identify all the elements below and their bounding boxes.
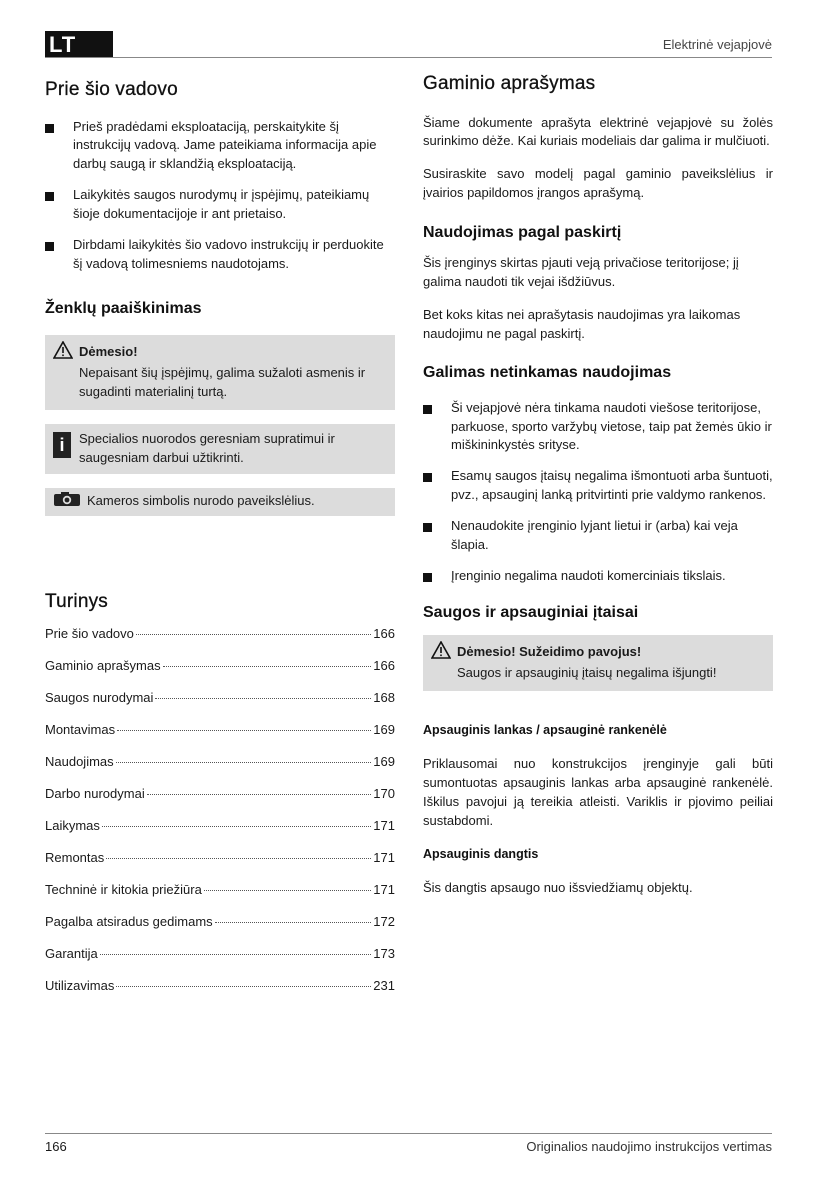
language-badge: LT xyxy=(45,31,113,58)
symbols-heading: Ženklų paaiškinimas xyxy=(45,300,202,318)
bullet-icon xyxy=(423,573,432,582)
toc-heading: Turinys xyxy=(45,590,108,612)
toc-entry[interactable]: Naudojimas 169 xyxy=(45,754,395,770)
toc-entry[interactable]: Prie šio vadovo 166 xyxy=(45,626,395,642)
right-column xyxy=(423,70,773,912)
bullet-icon xyxy=(423,405,432,414)
page-number: 166 xyxy=(45,1139,67,1154)
list-item: Esamų saugos įtaisų negalima išmontuoti arba šuntuoti, pvz., apsauginį lanką pritvirtinti prie valdymo rankenos. xyxy=(423,467,773,505)
info-note xyxy=(45,424,395,474)
document-title: Elektrinė vejapjovė xyxy=(662,37,772,52)
toc-entry[interactable]: Laikymas 171 xyxy=(45,818,395,834)
list-item: Nenaudokite įrenginio lyjant lietui ir (arba) kai veja šlapia. xyxy=(423,517,773,555)
footer-title: Originalios naudojimo instrukcijos vertimas xyxy=(526,1139,772,1154)
misuse-heading: Galimas netinkamas naudojimas xyxy=(423,364,672,382)
safety-bar-heading: Apsauginis lankas / apsauginė rankenėlė xyxy=(423,723,667,738)
intended-use-heading: Naudojimas pagal paskirtį xyxy=(423,223,622,241)
warning-note xyxy=(45,335,395,411)
toc-entry[interactable]: Garantija 173 xyxy=(45,946,395,962)
header-divider xyxy=(45,57,772,58)
danger-text: Saugos ir apsauginių įtaisų negalima išjungti! xyxy=(457,665,717,681)
intended-use-paragraph: Bet koks kitas nei aprašytasis naudojimas yra laikomas naudojimu ne pagal paskirtį. xyxy=(423,306,741,341)
misuse-list xyxy=(423,399,773,586)
about-list xyxy=(45,118,395,274)
safety-bar-paragraph: Priklausomai nuo konstrukcijos įrenginyje gali būti sumontuotas apsauginis lankas arba apsauginė rankenėlė. Iškilus pavojui ją tereikia atleisti. Variklis ir pjovimo peiliai sustabdomi. xyxy=(423,756,773,828)
warning-triangle-icon xyxy=(431,641,451,665)
footer-divider xyxy=(45,1133,772,1134)
danger-title: Dėmesio! Sužeidimo pavojus! xyxy=(457,644,642,660)
toc-entry[interactable]: Montavimas 169 xyxy=(45,722,395,738)
bullet-icon xyxy=(45,242,54,251)
list-item: Ši vejapjovė nėra tinkama naudoti viešose teritorijose, parkuose, sporto varžybų vietose, taip pat žemės ūkio ir miškininkystės srityse. xyxy=(423,399,773,456)
list-item: Prieš pradėdami eksploataciją, perskaitykite šį instrukcijų vadovą. Jame pateikiama informacija apie darbų saugą ir sklandžią eksploataciją. xyxy=(45,118,395,175)
cover-paragraph: Šis dangtis apsaugo nuo išsviedžiamų objektų. xyxy=(423,879,693,895)
product-paragraph: Šiame dokumente aprašyta elektrinė vejapjovė su žolės surinkimo dėže. Kai kuriais modeliais dar galima ir mulčiuoti. xyxy=(423,114,773,149)
bullet-icon xyxy=(423,473,432,482)
product-paragraph: Susiraskite savo modelį pagal gaminio paveikslėlius ir įvairios papildomos įrangos aprašymą. xyxy=(423,166,773,201)
list-item: Dirbdami laikykitės šio vadovo instrukcijų ir perduokite šį vadovą tolimesniems naudotojams. xyxy=(45,236,395,274)
info-icon: i xyxy=(53,432,71,458)
warning-title: Dėmesio! xyxy=(79,344,138,360)
info-text: Specialios nuorodos geresniam supratimui ir saugesniam darbui užtikrinti. xyxy=(79,431,335,466)
safety-devices-heading: Saugos ir apsauginiai įtaisai xyxy=(423,604,639,622)
about-heading: Prie šio vadovo xyxy=(45,79,178,100)
left-column xyxy=(45,76,395,1009)
toc-entry[interactable]: Darbo nurodymai 170 xyxy=(45,786,395,802)
bullet-icon xyxy=(423,523,432,532)
toc-entry[interactable]: Pagalba atsiradus gedimams 172 xyxy=(45,914,395,930)
toc-entry[interactable]: Gaminio aprašymas 166 xyxy=(45,658,395,674)
warning-triangle-icon xyxy=(53,341,73,365)
camera-note xyxy=(45,488,395,516)
list-item: Laikykitės saugos nurodymų ir įspėjimų, pateikiamų šioje dokumentacijoje ir ant prietaiso. xyxy=(45,186,395,224)
danger-note xyxy=(423,635,773,692)
product-heading: Gaminio aprašymas xyxy=(423,73,596,94)
cover-heading: Apsauginis dangtis xyxy=(423,846,539,861)
intended-use-paragraph: Šis įrenginys skirtas pjauti veją privačiose teritorijose; jį galima naudoti tik vejai išdžiūvus. xyxy=(423,255,739,289)
toc-entry[interactable]: Remontas 171 xyxy=(45,850,395,866)
table-of-contents xyxy=(45,625,395,1009)
warning-text: Nepaisant šių įspėjimų, galima sužaloti asmenis ir sugadinti materialinį turtą. xyxy=(79,365,366,400)
toc-entry[interactable]: Techninė ir kitokia priežiūra 171 xyxy=(45,882,395,898)
bullet-icon xyxy=(45,124,54,133)
camera-icon xyxy=(53,491,81,513)
toc-entry[interactable]: Saugos nurodymai 168 xyxy=(45,690,395,706)
bullet-icon xyxy=(45,192,54,201)
list-item: Įrenginio negalima naudoti komerciniais tikslais. xyxy=(423,567,773,586)
camera-text: Kameros simbolis nurodo paveikslėlius. xyxy=(87,493,315,509)
toc-entry[interactable]: Utilizavimas 231 xyxy=(45,978,395,994)
